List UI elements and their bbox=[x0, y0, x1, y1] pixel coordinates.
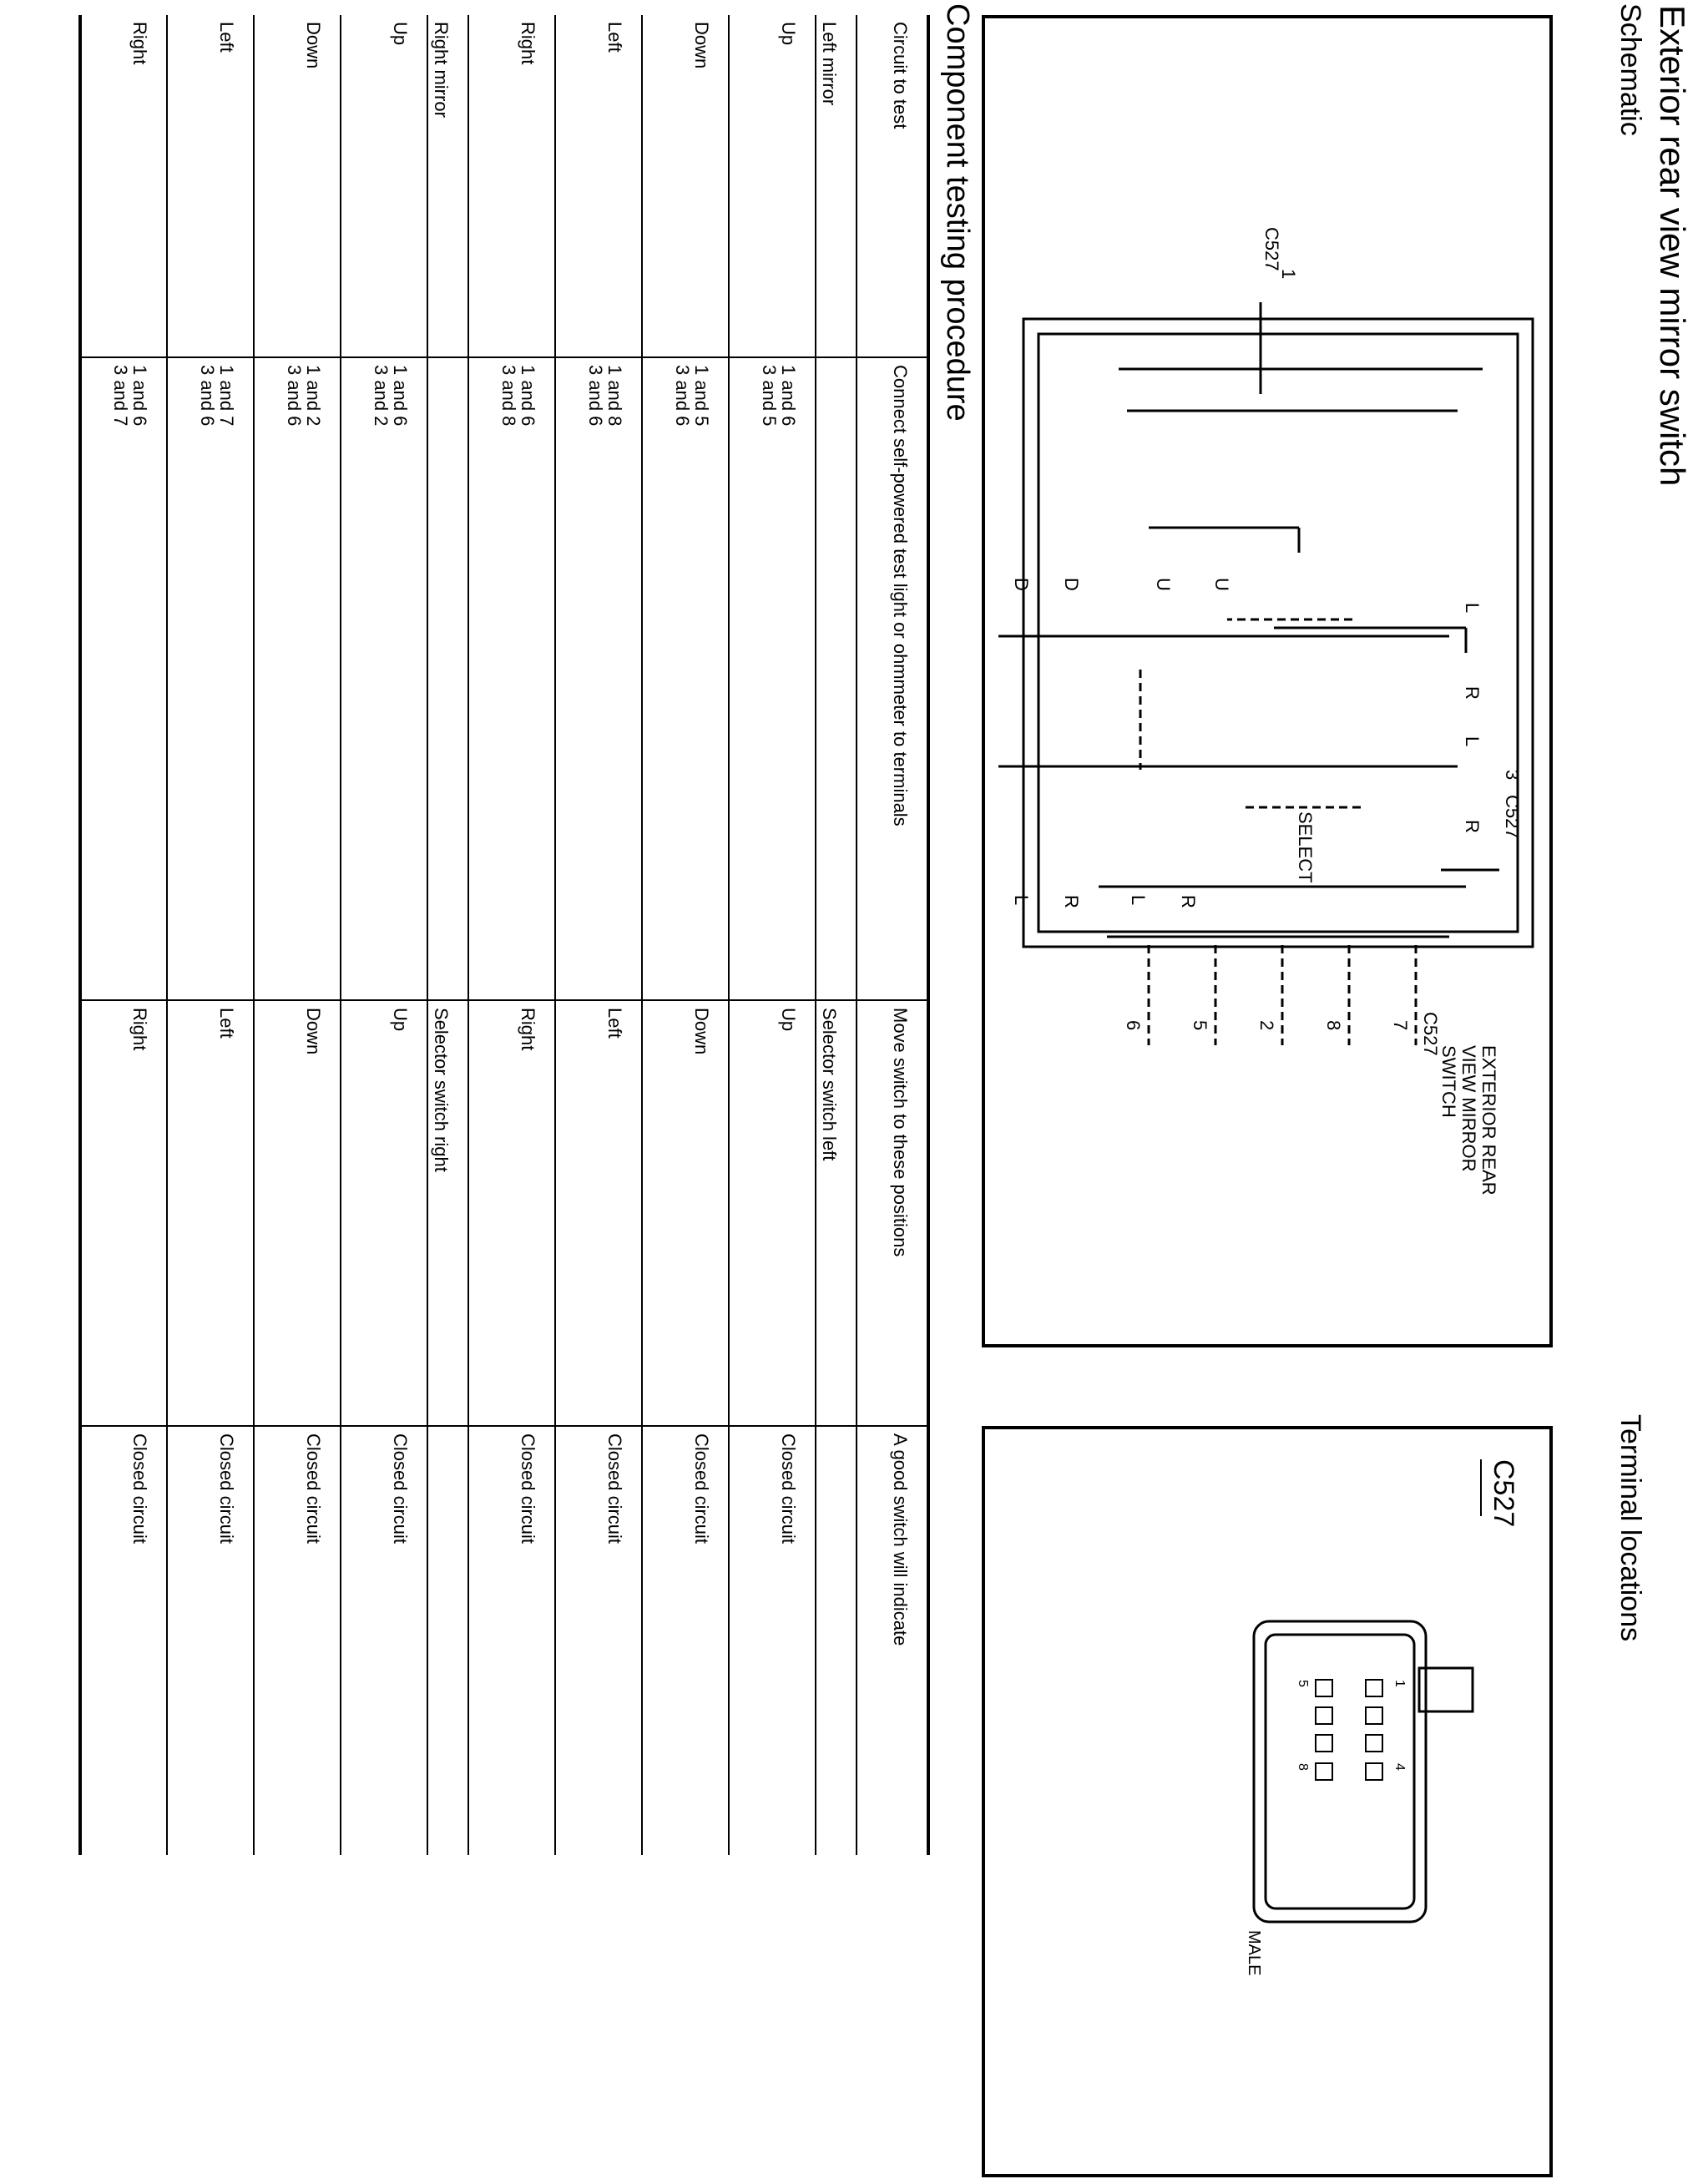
terminals-cell bbox=[468, 357, 555, 1000]
terminals-cell bbox=[642, 357, 729, 1000]
terminals-cell bbox=[167, 357, 254, 1000]
circuit-cell: Up bbox=[341, 15, 427, 357]
terminal-pair: 1 and 2 bbox=[303, 365, 324, 427]
terminal-cavity bbox=[1366, 1735, 1382, 1752]
schematic-panel bbox=[982, 15, 1553, 1347]
position-cell: Right bbox=[468, 1000, 555, 1426]
terminals-cell bbox=[80, 357, 167, 1000]
circuit-cell: Left bbox=[167, 15, 254, 357]
terminal-pin-label-8: 8 bbox=[1296, 1763, 1310, 1771]
contact-label-l1: L bbox=[1462, 603, 1483, 614]
contact-label-l2: L bbox=[1462, 736, 1483, 747]
schematic-diagram bbox=[985, 18, 1549, 1344]
terminal-pair: 1 and 7 bbox=[216, 365, 237, 427]
header-positions: Move switch to these positions bbox=[857, 1000, 928, 1426]
result-cell: Closed circuit bbox=[729, 1426, 816, 1855]
terminals-cell bbox=[341, 357, 427, 1000]
table-row bbox=[555, 15, 642, 1855]
switch-name-line-2: VIEW MIRROR bbox=[1458, 1045, 1479, 1172]
switch-housing-outer bbox=[1023, 319, 1533, 947]
connector-label-top: C527 bbox=[1261, 227, 1282, 271]
result-cell: Closed circuit bbox=[468, 1426, 555, 1855]
table-row bbox=[729, 15, 816, 1855]
contact-label-r3: R bbox=[1061, 895, 1082, 908]
pin-label-right-3: 5 bbox=[1190, 1020, 1210, 1031]
contact-label-d1: D bbox=[1061, 578, 1082, 591]
contact-label-l3: L bbox=[1011, 895, 1032, 906]
terminal-pair: 3 and 6 bbox=[284, 365, 305, 427]
terminal-pair: 3 and 6 bbox=[672, 365, 693, 427]
circuit-cell: Down bbox=[254, 15, 341, 357]
result-cell: Closed circuit bbox=[80, 1426, 167, 1855]
contact-label-r2: R bbox=[1462, 820, 1483, 833]
table-row bbox=[80, 15, 167, 1855]
contact-label-r4: R bbox=[1178, 895, 1199, 908]
table-row bbox=[341, 15, 427, 1855]
position-cell: Down bbox=[642, 1000, 729, 1426]
terminal-pair: 3 and 2 bbox=[371, 365, 392, 427]
terminal-connector-id: C527 bbox=[1488, 1459, 1519, 1528]
result-cell bbox=[816, 1426, 857, 1855]
result-cell: Closed circuit bbox=[555, 1426, 642, 1855]
circuit-cell: Right bbox=[468, 15, 555, 357]
table-header-row bbox=[857, 15, 928, 1855]
terminal-pair: 3 and 6 bbox=[197, 365, 218, 427]
pin-label-right-1: 8 bbox=[1323, 1020, 1344, 1031]
contact-label-u2: U bbox=[1211, 578, 1232, 591]
terminal-cavity bbox=[1366, 1763, 1382, 1780]
position-cell: Right bbox=[80, 1000, 167, 1426]
pin-label-top: 1 bbox=[1278, 269, 1299, 280]
terminals-cell bbox=[816, 357, 857, 1000]
position-cell: Left bbox=[167, 1000, 254, 1426]
terminal-pair: 3 and 6 bbox=[585, 365, 606, 427]
table-section-row bbox=[427, 15, 468, 1855]
terminal-pair: 1 and 6 bbox=[778, 365, 799, 427]
component-testing-table bbox=[78, 15, 930, 1855]
terminal-pin-label-1: 1 bbox=[1392, 1680, 1407, 1687]
terminals-cell bbox=[555, 357, 642, 1000]
terminal-cavity bbox=[1366, 1680, 1382, 1696]
connector-body-inner bbox=[1266, 1635, 1414, 1908]
terminal-cavity bbox=[1316, 1735, 1332, 1752]
circuit-cell: Down bbox=[642, 15, 729, 357]
position-cell: Down bbox=[254, 1000, 341, 1426]
switch-name-line-3: SWITCH bbox=[1438, 1045, 1459, 1118]
connector-face-diagram bbox=[985, 1429, 1549, 2174]
position-cell: Selector switch right bbox=[427, 1000, 468, 1426]
document-title: Exterior rear view mirror switch bbox=[1653, 5, 1692, 487]
terminal-pair: 1 and 5 bbox=[691, 365, 712, 427]
terminals-cell bbox=[427, 357, 468, 1000]
terminal-pair: 3 and 8 bbox=[498, 365, 519, 427]
position-cell: Up bbox=[341, 1000, 427, 1426]
result-cell: Closed circuit bbox=[642, 1426, 729, 1855]
table-row bbox=[254, 15, 341, 1855]
position-cell: Up bbox=[729, 1000, 816, 1426]
terminal-pair: 1 and 6 bbox=[129, 365, 150, 427]
result-cell: Closed circuit bbox=[254, 1426, 341, 1855]
terminal-cavity bbox=[1316, 1707, 1332, 1724]
circuit-cell: Right mirror bbox=[427, 15, 468, 357]
contact-label-r1: R bbox=[1462, 686, 1483, 700]
pin-label-bottom: 3 bbox=[1502, 770, 1523, 781]
table-row bbox=[468, 15, 555, 1855]
terminals-cell bbox=[254, 357, 341, 1000]
table-section-row bbox=[816, 15, 857, 1855]
contact-label-u1: U bbox=[1153, 578, 1174, 591]
table-row bbox=[167, 15, 254, 1855]
circuit-cell: Up bbox=[729, 15, 816, 357]
result-cell bbox=[427, 1426, 468, 1855]
position-cell: Left bbox=[555, 1000, 642, 1426]
select-label: SELECT bbox=[1295, 811, 1316, 883]
pin-label-right-4: 6 bbox=[1123, 1020, 1144, 1031]
position-cell: Selector switch left bbox=[816, 1000, 857, 1426]
circuit-cell: Left bbox=[555, 15, 642, 357]
result-cell: Closed circuit bbox=[167, 1426, 254, 1855]
terminal-pair: 1 and 8 bbox=[604, 365, 625, 427]
contact-label-d2: D bbox=[1011, 578, 1032, 591]
connector-gender-label: MALE bbox=[1245, 1930, 1263, 1976]
contact-label-l4: L bbox=[1128, 895, 1149, 906]
connector-latch bbox=[1419, 1668, 1473, 1711]
switch-housing-inner bbox=[1039, 334, 1518, 932]
terminal-pair: 1 and 6 bbox=[518, 365, 538, 427]
terminal-locations-panel bbox=[982, 1426, 1553, 2177]
header-indication: A good switch will indicate bbox=[857, 1426, 928, 1855]
terminal-pair: 3 and 5 bbox=[759, 365, 780, 427]
result-cell: Closed circuit bbox=[341, 1426, 427, 1855]
connector-label-right: C527 bbox=[1420, 1012, 1441, 1056]
pin-label-right-2: 2 bbox=[1256, 1020, 1277, 1031]
terminal-pair: 1 and 6 bbox=[390, 365, 411, 427]
terminal-cavity bbox=[1366, 1707, 1382, 1724]
procedure-heading: Component testing procedure bbox=[940, 3, 975, 422]
connector-body-outer bbox=[1254, 1621, 1426, 1922]
terminal-cavity bbox=[1316, 1763, 1332, 1780]
pin-label-right-0: 7 bbox=[1390, 1020, 1411, 1031]
terminal-locations-heading: Terminal locations bbox=[1615, 1414, 1646, 1642]
schematic-heading: Schematic bbox=[1615, 3, 1646, 136]
header-circuit: Circuit to test bbox=[890, 22, 911, 129]
terminal-pin-label-5: 5 bbox=[1296, 1680, 1310, 1687]
table-row bbox=[642, 15, 729, 1855]
circuit-cell: Right bbox=[80, 15, 167, 357]
header-terminals: Connect self-powered test light or ohmmeter to terminals bbox=[857, 357, 928, 1000]
terminal-cavity bbox=[1316, 1680, 1332, 1696]
terminal-pin-label-4: 4 bbox=[1392, 1763, 1407, 1771]
circuit-cell: Left mirror bbox=[816, 15, 857, 357]
connector-label-bottom: C527 bbox=[1502, 795, 1523, 839]
terminals-cell bbox=[729, 357, 816, 1000]
terminal-pair: 3 and 7 bbox=[110, 365, 131, 427]
switch-name-line-1: EXTERIOR REAR bbox=[1478, 1045, 1499, 1196]
